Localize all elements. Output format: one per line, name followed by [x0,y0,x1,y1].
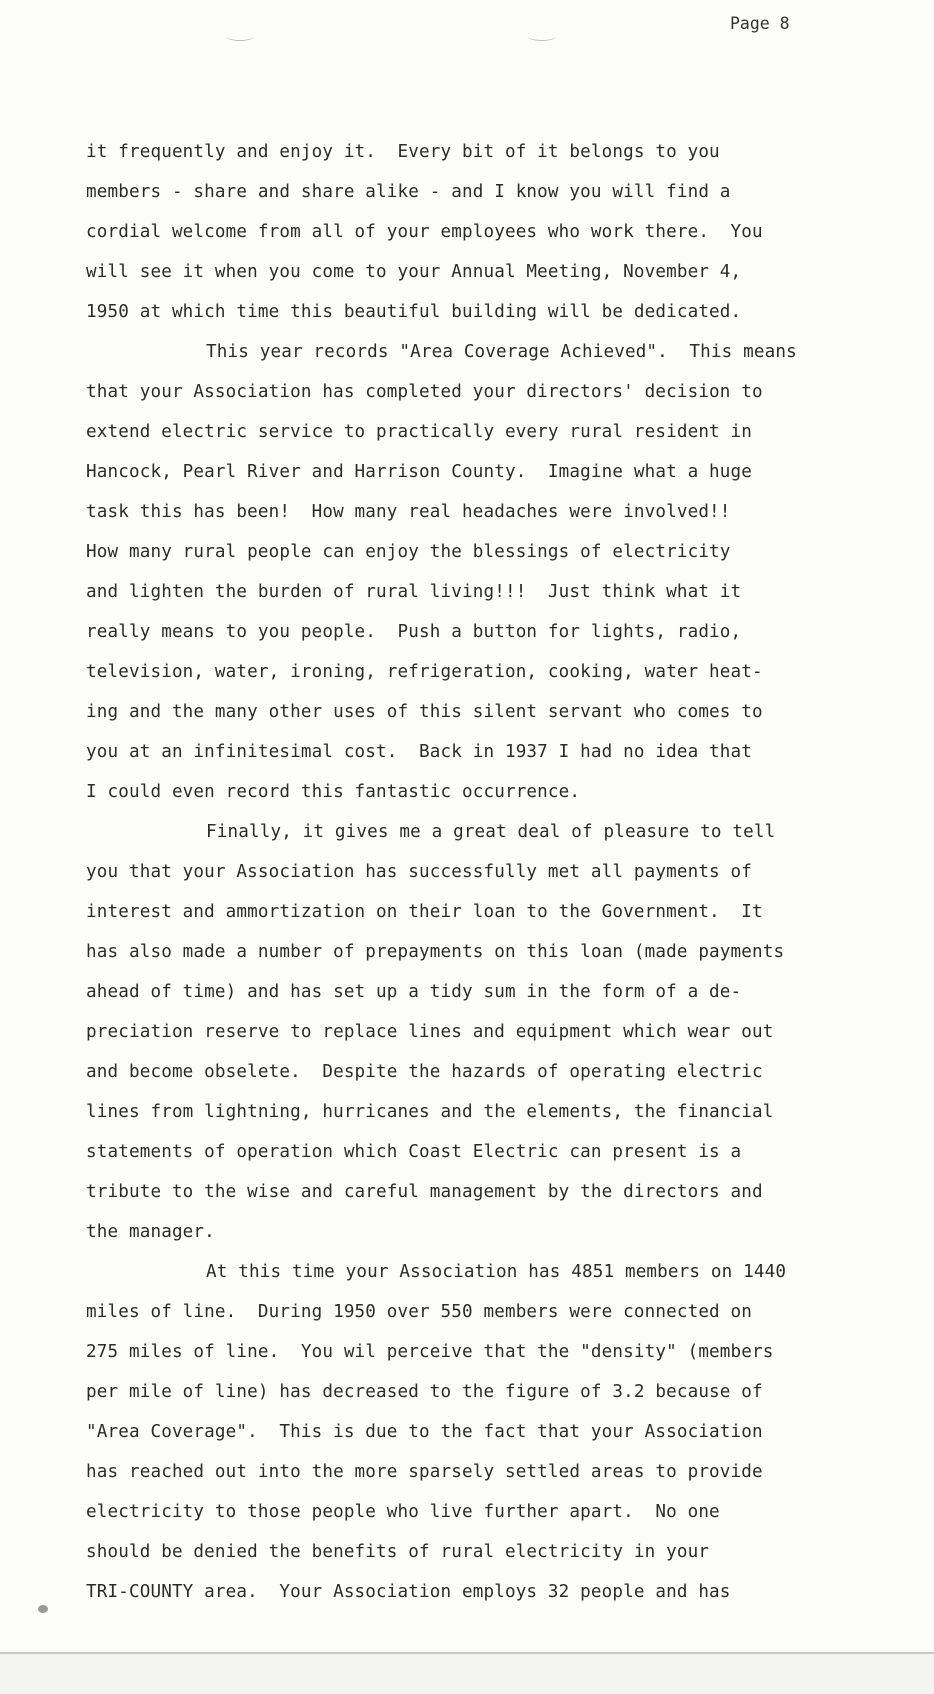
text-line: TRI-COUNTY area. Your Association employs 32 people and has [86,1582,731,1602]
text-line: per mile of line) has decreased to the figure of 3.2 because of [86,1382,763,1402]
text-line: ing and the many other uses of this silent servant who comes to [86,702,763,722]
text-line: members - share and share alike - and I know you will find a [86,182,731,202]
text-line: tribute to the wise and careful management by the directors and [86,1182,763,1202]
text-line: it frequently and enjoy it. Every bit of it belongs to you [86,142,720,162]
text-line: will see it when you come to your Annual Meeting, November 4, [86,262,742,282]
text-line: At this time your Association has 4851 members on 1440 [206,1262,787,1282]
text-line: miles of line. During 1950 over 550 members were connected on [86,1302,753,1322]
text-line: How many rural people can enjoy the blessings of electricity [86,542,731,562]
text-line: the manager. [86,1222,215,1242]
text-line: This year records "Area Coverage Achieved". This means [206,342,797,362]
text-line: Hancock, Pearl River and Harrison County. Imagine what a huge [86,462,753,482]
text-line: and lighten the burden of rural living!!! Just think what it [86,582,742,602]
text-line: statements of operation which Coast Electric can present is a [86,1142,742,1162]
text-line: Finally, it gives me a great deal of pleasure to tell [206,822,776,842]
paragraph [86,138,886,338]
text-line: you that your Association has successfully met all payments of [86,862,753,882]
text-line: lines from lightning, hurricanes and the elements, the financial [86,1102,774,1122]
text-line: television, water, ironing, refrigeration, cooking, water heat- [86,662,763,682]
text-line: preciation reserve to replace lines and equipment which wear out [86,1022,774,1042]
text-line: I could even record this fantastic occurrence. [86,782,581,802]
text-line: 1950 at which time this beautiful building will be dedicated. [86,302,742,322]
text-line: really means to you people. Push a button for lights, radio, [86,622,742,642]
body-text [86,138,886,1618]
text-line: extend electric service to practically every rural resident in [86,422,753,442]
text-line: electricity to those people who live further apart. No one [86,1502,720,1522]
paragraph [86,1258,886,1618]
page-bottom-edge [0,1654,934,1694]
text-line: you at an infinitesimal cost. Back in 1937 I had no idea that [86,742,753,762]
paper-mark [226,32,254,41]
ink-smudge [38,1605,48,1613]
text-line: 275 miles of line. You wil perceive that the "density" (members [86,1342,774,1362]
paragraph [86,818,886,1258]
paper-mark [528,32,556,41]
text-line: has also made a number of prepayments on this loan (made payments [86,942,785,962]
text-line: should be denied the benefits of rural electricity in your [86,1542,710,1562]
text-line: cordial welcome from all of your employees who work there. You [86,222,763,242]
text-line: task this has been! How many real headaches were involved!! [86,502,731,522]
paragraph [86,338,886,818]
text-line: "Area Coverage". This is due to the fact that your Association [86,1422,763,1442]
page-number: Page 8 [730,14,790,33]
text-line: that your Association has completed your directors' decision to [86,382,763,402]
text-line: has reached out into the more sparsely settled areas to provide [86,1462,763,1482]
text-line: and become obselete. Despite the hazards of operating electric [86,1062,763,1082]
text-line: interest and ammortization on their loan to the Government. It [86,902,763,922]
text-line: ahead of time) and has set up a tidy sum in the form of a de- [86,982,742,1002]
